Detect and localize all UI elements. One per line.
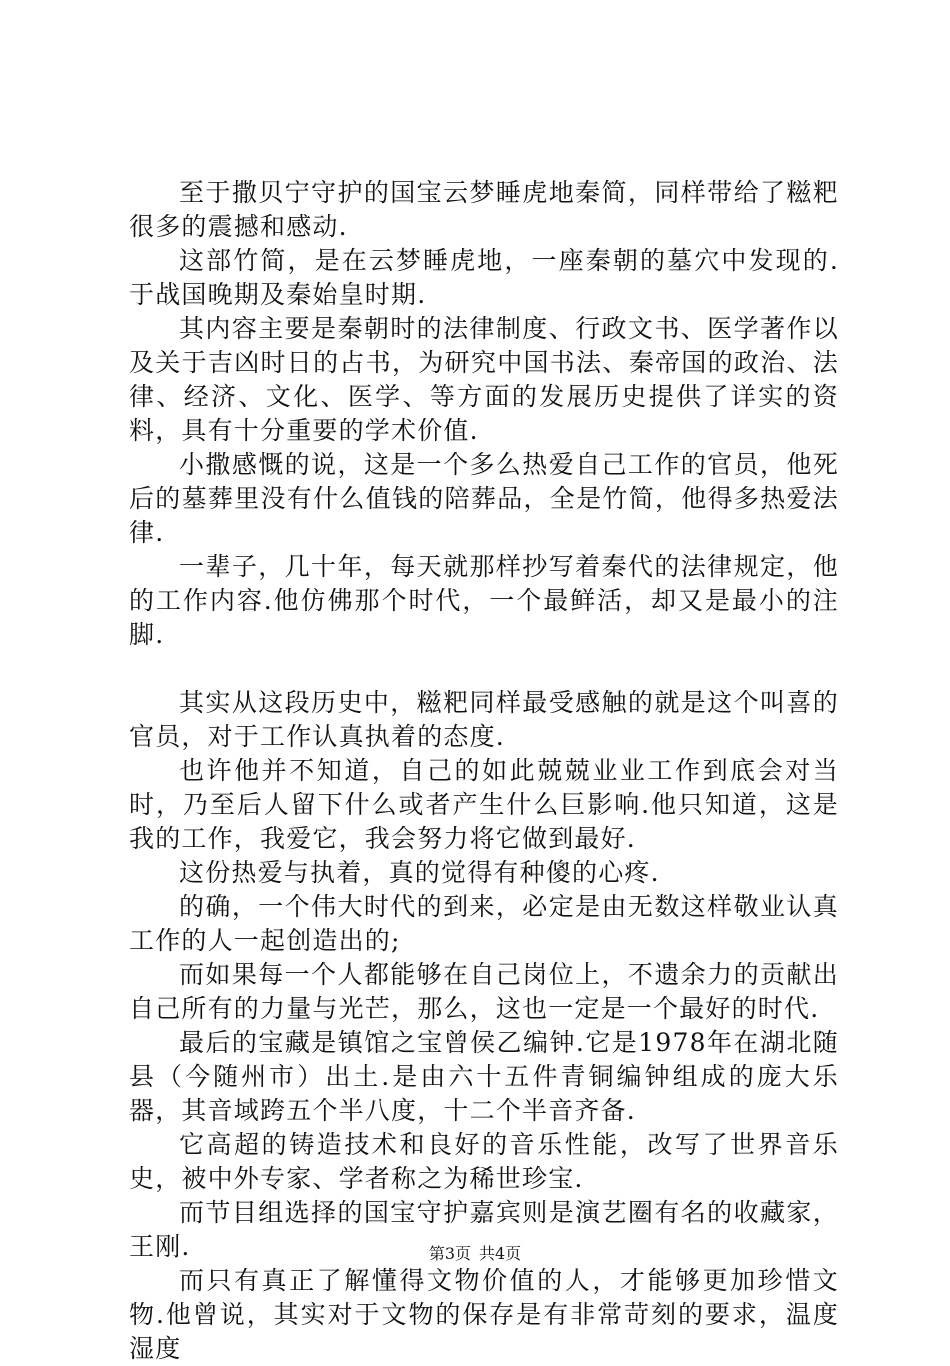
paragraph: 这份热爱与执着，真的觉得有种傻的心疼. [179, 858, 660, 887]
paragraph: 而只有真正了解懂得文物价值的人，才能够更加珍惜文物.他曾说，其实对于文物的保存是有非常苛刻的要求，温度湿度 [129, 1266, 839, 1363]
page-number: 第3页 [428, 1244, 471, 1263]
paragraph: 最后的宝藏是镇馆之宝曾侯乙编钟.它是1978年在湖北随县（今随州市）出土.是由六十五件青铜编钟组成的庞大乐器，其音域跨五个半八度，十二个半音齐备. [129, 1028, 839, 1125]
paragraph: 而如果每一个人都能够在自己岗位上，不遗余力的贡献出自己所有的力量与光芒，那么，这也一定是一个最好的时代. [129, 960, 839, 1023]
document-body [129, 176, 839, 1366]
paragraph: 的确，一个伟大时代的到来，必定是由无数这样敬业认真工作的人一起创造出的; [129, 892, 839, 955]
paragraph: 这部竹简，是在云梦睡虎地，一座秦朝的墓穴中发现的.于战国晚期及秦始皇时期. [129, 246, 839, 309]
paragraph: 至于撒贝宁守护的国宝云梦睡虎地秦简，同样带给了糍粑很多的震撼和感动. [129, 178, 839, 241]
paragraph: 其实从这段历史中，糍粑同样最受感触的就是这个叫喜的官员，对于工作认真执着的态度. [129, 688, 839, 751]
paragraph: 一辈子，几十年，每天就那样抄写着秦代的法律规定，他的工作内容.他仿佛那个时代，一个最鲜活，却又是最小的注脚. [129, 552, 839, 649]
paragraph: 其内容主要是秦朝时的法律制度、行政文书、医学著作以及关于吉凶时日的占书，为研究中国书法、秦帝国的政治、法律、经济、文化、医学、等方面的发展历史提供了详实的资料，具有十分重要的学术价值. [129, 314, 839, 445]
paragraph: 它高超的铸造技术和良好的音乐性能，改写了世界音乐史，被中外专家、学者称之为稀世珍宝. [129, 1130, 839, 1193]
page-total: 共4页 [479, 1244, 522, 1263]
paragraph: 也许他并不知道，自己的如此兢兢业业工作到底会对当时，乃至后人留下什么或者产生什么巨影响.他只知道，这是我的工作，我爱它，我会努力将它做到最好. [129, 756, 839, 853]
paragraph: 而节目组选择的国宝守护嘉宾则是演艺圈有名的收藏家，王刚. [129, 1198, 839, 1261]
page-footer [0, 1243, 950, 1265]
paragraph: 小撒感慨的说，这是一个多么热爱自己工作的官员，他死后的墓葬里没有什么值钱的陪葬品，全是竹简，他得多热爱法律. [129, 450, 839, 547]
